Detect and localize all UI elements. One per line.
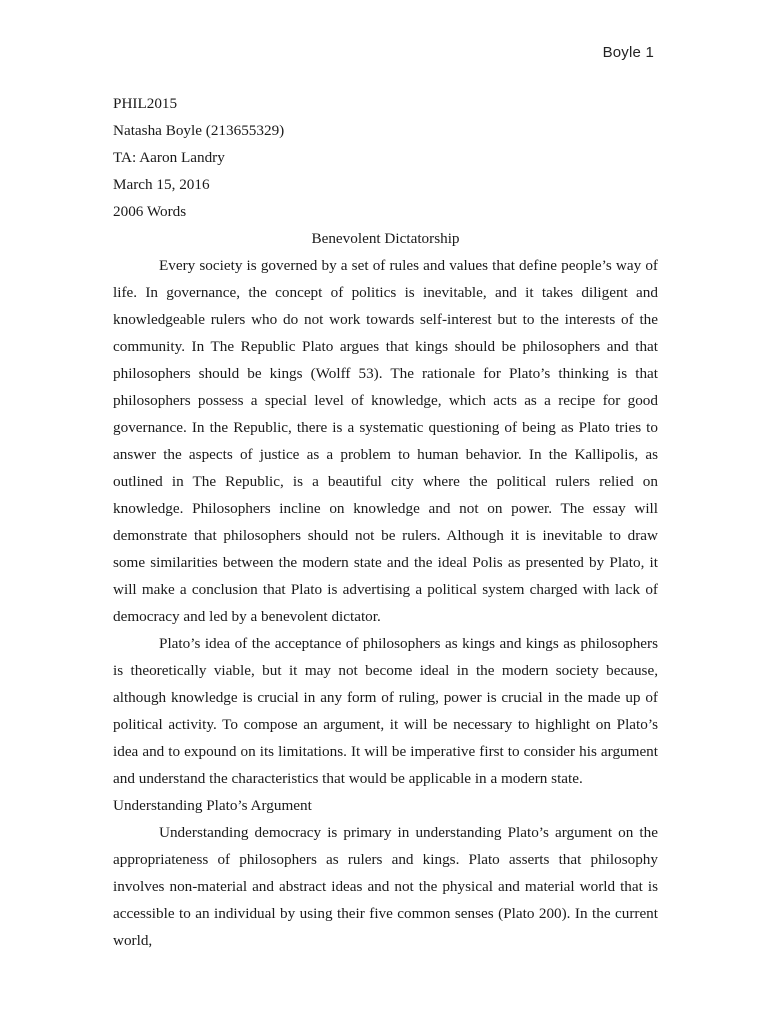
essay-title: Benevolent Dictatorship: [311, 230, 460, 247]
teaching-assistant: TA: Aaron Landry: [113, 149, 225, 166]
paragraph-3: Understanding democracy is primary in understanding Plato’s argument on the appropriateness of philosophers as rulers and kings. Plato asserts that philosophy involves non-material and abstract ideas and not the physical and material world that is accessible to an individual by using their five common senses (Plato 200). In the current world,: [113, 824, 658, 949]
running-head: Boyle 1: [602, 44, 654, 61]
paragraph-1: Every society is governed by a set of rules and values that define people’s way of life. In governance, the concept of politics is inevitable, and it takes diligent and knowledgeable rulers who do not work towards self-interest but to the interests of the community. In The Republic Plato argues that kings should be philosophers and that philosophers should be kings (Wolff 53). The rationale for Plato’s thinking is that philosophers possess a special level of knowledge, which acts as a recipe for good governance. In the Republic, there is a systematic questioning of being as Plato tries to answer the aspects of justice as a problem to human behavior. In the Kallipolis, as outlined in The Republic, is a beautiful city where the political rulers relied on knowledge. Philosophers incline on knowledge and not on power. The essay will demonstrate that philosophers should not be rulers. Although it is inevitable to draw some similarities between the modern state and the ideal Polis as presented by Plato, it will make a conclusion that Plato is advertising a political system charged with lack of democracy and led by a benevolent dictator.: [113, 257, 658, 625]
document-body: [113, 90, 658, 954]
submission-date: March 15, 2016: [113, 176, 210, 193]
course-code: PHIL2015: [113, 95, 178, 112]
section-heading: Understanding Plato’s Argument: [113, 797, 312, 814]
author-name: Natasha Boyle (213655329): [113, 122, 285, 139]
paragraph-2: Plato’s idea of the acceptance of philosophers as kings and kings as philosophers is theoretically viable, but it may not become ideal in the modern society because, although knowledge is crucial in any form of ruling, power is crucial in the made up of political activity. To compose an argument, it will be necessary to highlight on Plato’s idea and to expound on its limitations. It will be imperative first to consider his argument and understand the characteristics that would be applicable in a modern state.: [113, 635, 658, 787]
word-count: 2006 Words: [113, 203, 187, 220]
